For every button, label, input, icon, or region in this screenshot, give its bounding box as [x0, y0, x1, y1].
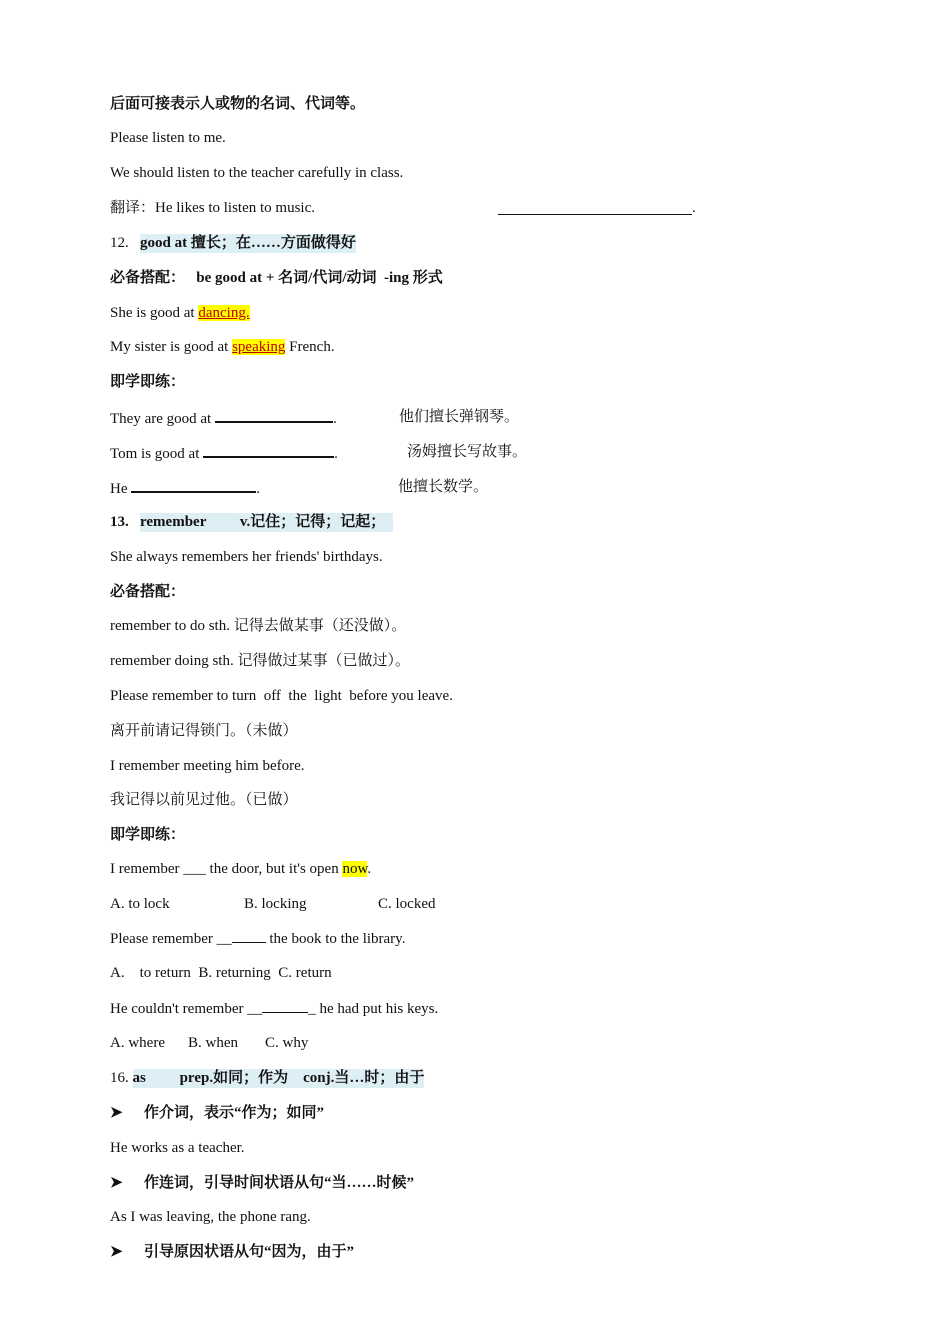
item12-title: good at 擅长；在……方面做得好 — [140, 235, 356, 251]
answer-blank[interactable] — [215, 407, 333, 423]
option-a[interactable]: A. to lock — [110, 896, 170, 912]
example-dancing — [110, 303, 250, 323]
item12-collocation-line — [110, 268, 443, 288]
item13-example: She always remembers her friends' birthdays. — [110, 549, 383, 565]
item13-meaning: v.记住；记得；记起； — [239, 514, 386, 530]
translate-blank[interactable] — [498, 200, 692, 215]
example-speaking — [110, 337, 335, 357]
collocation-label-13: 必备搭配： — [110, 584, 186, 600]
usage-heading-1-text: 作介词，表示“作为；如同” — [144, 1105, 325, 1121]
practice12-q1-end: . — [332, 411, 337, 427]
usage-heading-2 — [110, 1173, 414, 1193]
item13-title — [140, 513, 393, 532]
item13-collocation-1: remember to do sth. 记得去做某事（还没做）。 — [110, 618, 407, 634]
usage-heading-2-text: 作连词，引导时间状语从句“当……时候” — [144, 1175, 415, 1191]
practice12-q2 — [110, 442, 338, 464]
item16-meaning: prep.如同；作为 conj.当…时；由于 — [179, 1070, 425, 1086]
item13-word: remember — [140, 514, 207, 530]
question-2-end: the book to the library. — [265, 931, 406, 947]
item16-heading — [110, 1068, 424, 1088]
intro-note: 后面可接表示人或物的名词、代词等。 — [110, 96, 366, 112]
arrow-bullet-icon: ➤ — [110, 1105, 123, 1121]
item13-example-3: I remember meeting him before. — [110, 758, 305, 774]
question-1-end: . — [367, 861, 372, 877]
practice-label-12: 即学即练： — [110, 374, 186, 390]
usage-heading-3-text: 引导原因状语从句“因为，由于” — [144, 1244, 355, 1260]
item12-number: 12. — [110, 235, 129, 251]
translate-sentence: He likes to listen to music. — [155, 200, 315, 216]
item16-number: 16. — [110, 1070, 129, 1086]
highlight-speaking: speaking — [232, 339, 286, 355]
usage-example-1: He works as a teacher. — [110, 1140, 245, 1156]
practice12-q1-text: They are good at — [110, 411, 215, 427]
question-3 — [110, 998, 438, 1019]
answer-blank[interactable] — [131, 477, 256, 493]
question-1-options — [110, 894, 170, 914]
item12-collocation: be good at + 名词/代词/动词 -ing 形式 — [196, 270, 443, 286]
item13-heading — [110, 512, 393, 532]
question-3-option-a[interactable]: A. where — [110, 1035, 165, 1051]
question-1-text: I remember ___ the door, but it's open — [110, 861, 343, 877]
listen-example-2: We should listen to the teacher carefully in class. — [110, 165, 404, 181]
option-c[interactable]: C. locked — [378, 896, 436, 912]
answer-blank[interactable] — [203, 442, 334, 458]
item13-collocation-2: remember doing sth. 记得做过某事（已做过）。 — [110, 653, 410, 669]
arrow-bullet-icon: ➤ — [110, 1175, 123, 1191]
practice12-q3-end: . — [256, 481, 260, 497]
translate-label: 翻译： — [110, 200, 156, 216]
highlight-dancing: dancing. — [198, 305, 250, 321]
answer-blank[interactable] — [262, 998, 308, 1013]
practice12-q1 — [110, 407, 337, 429]
item16-word: as — [132, 1070, 146, 1086]
option-b[interactable]: B. locking — [244, 896, 307, 912]
practice-label-13: 即学即练： — [110, 827, 186, 843]
practice12-q2-text: Tom is good at — [110, 446, 204, 462]
item13-example-4: 我记得以前见过他。（已做） — [110, 792, 298, 808]
question-3-end: _ he had put his keys. — [308, 1001, 439, 1017]
answer-blank[interactable] — [232, 928, 266, 943]
practice12-q3 — [110, 477, 260, 499]
translate-end: . — [692, 200, 696, 216]
item13-example-1: Please remember to turn off the light before you leave. — [110, 688, 453, 704]
practice12-q3-text: He — [110, 481, 132, 497]
question-2-text: Please remember __ — [110, 931, 232, 947]
item13-example-2: 离开前请记得锁门。（未做） — [110, 723, 298, 739]
question-2-options: A. to return B. returning C. return — [110, 965, 332, 981]
practice12-q2-end: . — [334, 446, 338, 462]
usage-heading-3 — [110, 1242, 354, 1262]
item16-title — [133, 1069, 425, 1088]
question-3-option-b[interactable]: B. when — [188, 1035, 238, 1051]
translate-line — [110, 198, 315, 218]
practice12-q3-cn: 他擅长数学。 — [398, 479, 489, 495]
example-dancing-text: She is good at — [110, 305, 199, 321]
usage-heading-1 — [110, 1103, 324, 1123]
item13-number: 13. — [110, 514, 129, 530]
example-speaking-post: French. — [285, 339, 335, 355]
question-3-option-c[interactable]: C. why — [265, 1035, 309, 1051]
arrow-bullet-icon: ➤ — [110, 1244, 123, 1260]
practice12-q1-cn: 他们擅长弹钢琴。 — [399, 409, 520, 425]
listen-example-1: Please listen to me. — [110, 130, 226, 146]
practice12-q2-cn: 汤姆擅长写故事。 — [407, 444, 528, 460]
question-3-text: He couldn't remember __ — [110, 1001, 263, 1017]
item12-heading — [110, 233, 356, 253]
highlight-now: now — [342, 861, 368, 877]
collocation-label: 必备搭配： — [110, 270, 186, 286]
question-1 — [110, 859, 371, 879]
example-speaking-text: My sister is good at — [110, 339, 233, 355]
usage-example-2: As I was leaving, the phone rang. — [110, 1209, 311, 1225]
question-2 — [110, 928, 405, 949]
